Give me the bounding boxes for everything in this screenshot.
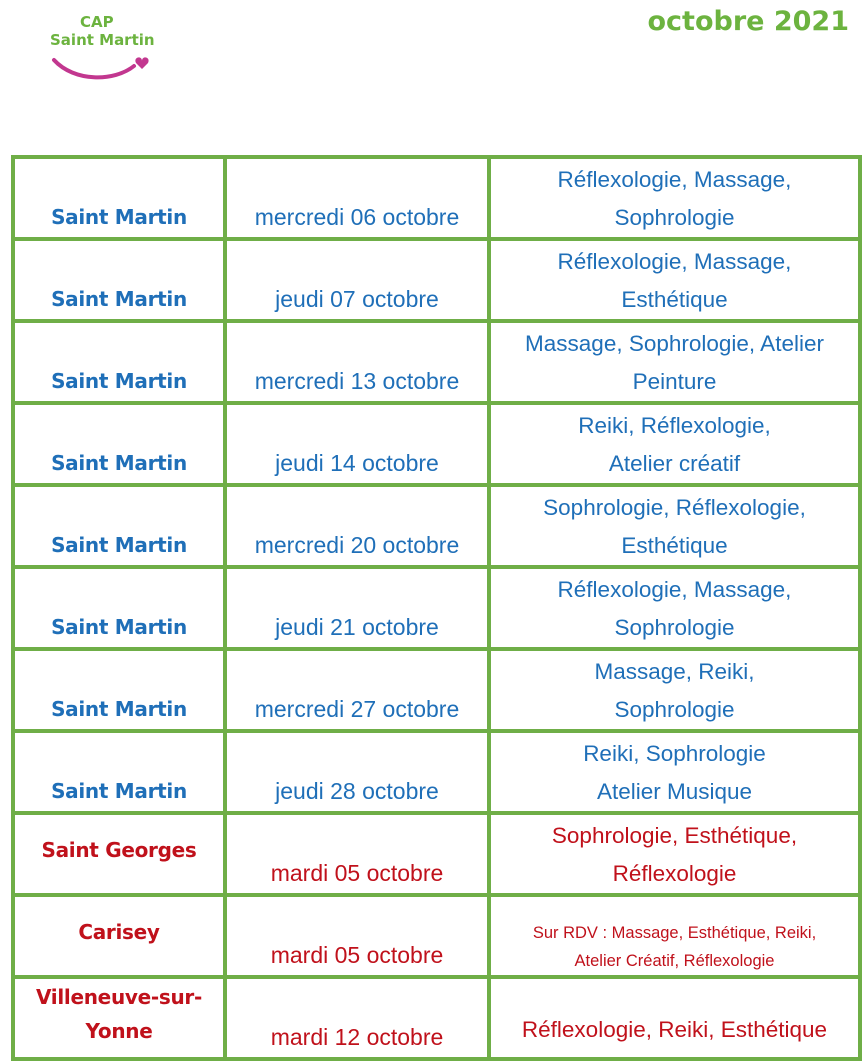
date-cell: jeudi 14 octobre <box>225 403 489 485</box>
table-row <box>13 649 860 731</box>
activities-line: Réflexologie, Reiki, Esthétique <box>521 1017 828 1042</box>
cap-saint-martin-logo <box>44 10 154 90</box>
place-cell: Saint Martin <box>13 485 225 567</box>
activities-line: Sophrologie, Esthétique, <box>551 823 798 848</box>
activities-cell <box>489 813 860 895</box>
logo-text-cap: CAP <box>80 13 114 31</box>
activities-cell <box>489 649 860 731</box>
activities-line: Réflexologie, Massage, <box>557 167 792 192</box>
activities-cell <box>489 485 860 567</box>
place-cell: Saint Martin <box>13 321 225 403</box>
activities-line: Sophrologie, Réflexologie, <box>543 495 806 520</box>
activities-cell <box>489 239 860 321</box>
activities-cell <box>489 321 860 403</box>
date-cell: mardi 12 octobre <box>225 977 489 1059</box>
place-cell: Saint Martin <box>13 731 225 813</box>
activities-line: Massage, Reiki, <box>594 659 755 684</box>
table-row <box>13 485 860 567</box>
activities-line: Esthétique <box>621 287 728 312</box>
activities-cell <box>489 977 860 1059</box>
table-row <box>13 239 860 321</box>
date-cell: mercredi 13 octobre <box>225 321 489 403</box>
date-cell: jeudi 07 octobre <box>225 239 489 321</box>
place-line: Villeneuve-sur- <box>35 985 202 1009</box>
place-cell: Saint Martin <box>13 403 225 485</box>
place-cell: Saint Georges <box>13 813 225 895</box>
activities-cell <box>489 157 860 239</box>
logo-smile-heart-icon <box>44 46 154 86</box>
place-cell: Carisey <box>13 895 225 977</box>
activities-line: Atelier Musique <box>596 779 753 804</box>
place-cell: Saint Martin <box>13 157 225 239</box>
activities-line: Sur RDV : Massage, Esthétique, Reiki, <box>532 924 817 942</box>
activities-cell <box>489 731 860 813</box>
table-row <box>13 731 860 813</box>
date-cell: mercredi 27 octobre <box>225 649 489 731</box>
schedule-table <box>11 155 862 1061</box>
activities-line: Sophrologie <box>614 615 735 640</box>
activities-cell <box>489 567 860 649</box>
date-cell: mercredi 20 octobre <box>225 485 489 567</box>
activities-line: Réflexologie, Massage, <box>557 577 792 602</box>
place-cell: Saint Martin <box>13 567 225 649</box>
table-row <box>13 813 860 895</box>
table-row <box>13 157 860 239</box>
date-cell: jeudi 21 octobre <box>225 567 489 649</box>
activities-line: Atelier Créatif, Réflexologie <box>574 952 775 970</box>
table-row <box>13 895 860 977</box>
place-line: Yonne <box>85 1019 153 1043</box>
activities-line: Réflexologie <box>612 861 737 886</box>
activities-line: Atelier créatif <box>608 451 741 476</box>
activities-line: Réflexologie, Massage, <box>557 249 792 274</box>
date-cell: mercredi 06 octobre <box>225 157 489 239</box>
date-cell: jeudi 28 octobre <box>225 731 489 813</box>
activities-line: Esthétique <box>621 533 728 558</box>
activities-cell <box>489 403 860 485</box>
table-row <box>13 567 860 649</box>
activities-line: Reiki, Réflexologie, <box>578 413 771 438</box>
activities-line: Sophrologie <box>614 205 735 230</box>
activities-line: Reiki, Sophrologie <box>583 741 766 766</box>
date-cell: mardi 05 octobre <box>225 895 489 977</box>
activities-cell <box>489 895 860 977</box>
place-cell: Saint Martin <box>13 649 225 731</box>
activities-line: Sophrologie <box>614 697 735 722</box>
place-cell: Saint Martin <box>13 239 225 321</box>
date-cell: mardi 05 octobre <box>225 813 489 895</box>
logo-text-saint-martin: Saint Martin <box>50 31 155 49</box>
table-row <box>13 977 860 1059</box>
place-cell <box>13 977 225 1059</box>
activities-line: Massage, Sophrologie, Atelier <box>525 331 824 356</box>
table-row <box>13 321 860 403</box>
activities-line: Peinture <box>632 369 717 394</box>
page-title: octobre 2021 <box>647 6 849 37</box>
table-row <box>13 403 860 485</box>
